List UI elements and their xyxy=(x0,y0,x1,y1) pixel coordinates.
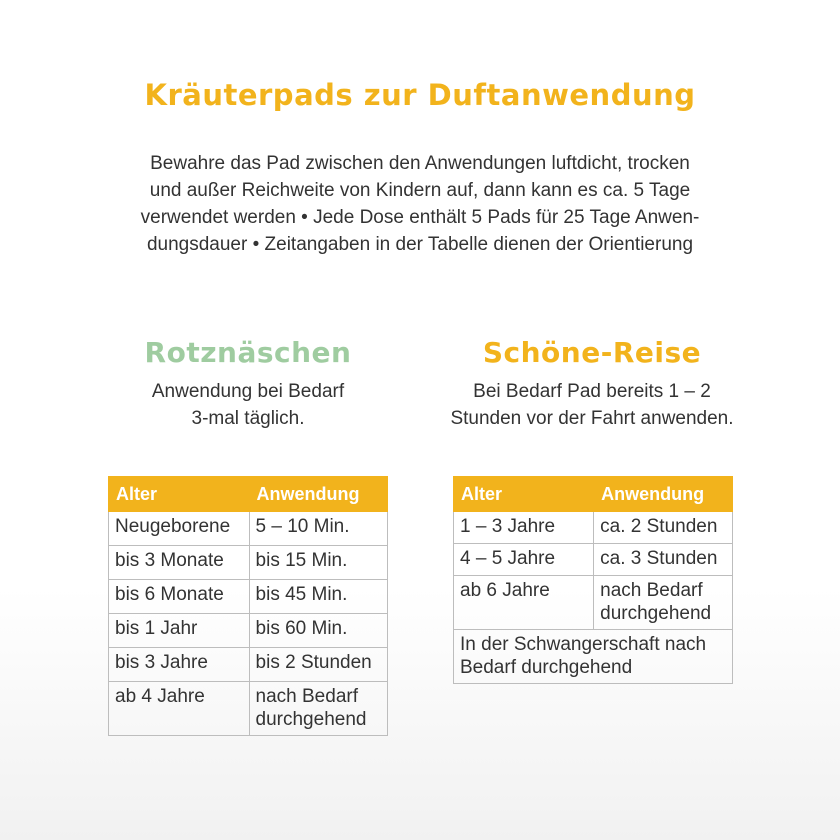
cell-duration: nach Bedarf durchgehend xyxy=(594,576,733,630)
schoene-reise-table xyxy=(453,476,733,684)
table-row xyxy=(109,648,388,682)
table-row xyxy=(454,544,733,576)
cell-age: ab 6 Jahre xyxy=(454,576,594,630)
cell-age: Neugeborene xyxy=(109,512,250,546)
subtitle-line: Bei Bedarf Pad bereits 1 – 2 xyxy=(473,381,711,402)
cell-duration: bis 2 Stunden xyxy=(249,648,387,682)
cell-duration: nach Bedarf durchgehend xyxy=(249,682,387,736)
subtitle-line: Stunden vor der Fahrt anwenden. xyxy=(450,408,734,429)
rotznaeschen-subtitle xyxy=(108,378,388,432)
table-row xyxy=(109,614,388,648)
pregnancy-note: In der Schwangerschaft nach Bedarf durchgehend xyxy=(454,630,733,684)
rotznaeschen-title: Rotznäschen xyxy=(144,336,352,369)
table-row xyxy=(109,682,388,736)
intro-line: Bewahre das Pad zwischen den Anwendungen luftdicht, trocken xyxy=(150,153,690,174)
schoene-reise-title: Schöne-Reise xyxy=(482,336,702,369)
cell-duration: bis 60 Min. xyxy=(249,614,387,648)
table-row xyxy=(109,546,388,580)
cell-age: bis 1 Jahr xyxy=(109,614,250,648)
cell-age: bis 3 Monate xyxy=(109,546,250,580)
cell-age: bis 6 Monate xyxy=(109,580,250,614)
cell-age: bis 3 Jahre xyxy=(109,648,250,682)
table-row xyxy=(109,512,388,546)
cell-age: 1 – 3 Jahre xyxy=(454,512,594,544)
header-anwendung: Anwendung xyxy=(594,477,733,512)
cell-age: 4 – 5 Jahre xyxy=(454,544,594,576)
header-alter: Alter xyxy=(454,477,594,512)
rotznaeschen-table xyxy=(108,476,388,736)
header-alter: Alter xyxy=(109,477,250,512)
cell-age: ab 4 Jahre xyxy=(109,682,250,736)
cell-duration: bis 15 Min. xyxy=(249,546,387,580)
table-note-row xyxy=(454,630,733,684)
table-row xyxy=(454,512,733,544)
subtitle-line: Anwendung bei Bedarf xyxy=(151,381,345,402)
intro-line: verwendet werden • Jede Dose enthält 5 Pads für 25 Tage Anwen- xyxy=(140,207,700,228)
table-row xyxy=(109,580,388,614)
schoene-reise-subtitle xyxy=(432,378,752,432)
page-title: Kräuterpads zur Duftanwendung xyxy=(144,78,696,112)
table-row xyxy=(454,576,733,630)
cell-duration: ca. 2 Stunden xyxy=(594,512,733,544)
intro-text xyxy=(110,150,730,258)
header-anwendung: Anwendung xyxy=(249,477,387,512)
cell-duration: bis 45 Min. xyxy=(249,580,387,614)
table-header-row xyxy=(454,477,733,512)
intro-line: dungsdauer • Zeitangaben in der Tabelle dienen der Orientierung xyxy=(146,234,694,255)
table-header-row xyxy=(109,477,388,512)
cell-duration: ca. 3 Stunden xyxy=(594,544,733,576)
cell-duration: 5 – 10 Min. xyxy=(249,512,387,546)
intro-line: und außer Reichweite von Kindern auf, dann kann es ca. 5 Tage xyxy=(149,180,691,201)
subtitle-line: 3-mal täglich. xyxy=(191,408,305,429)
